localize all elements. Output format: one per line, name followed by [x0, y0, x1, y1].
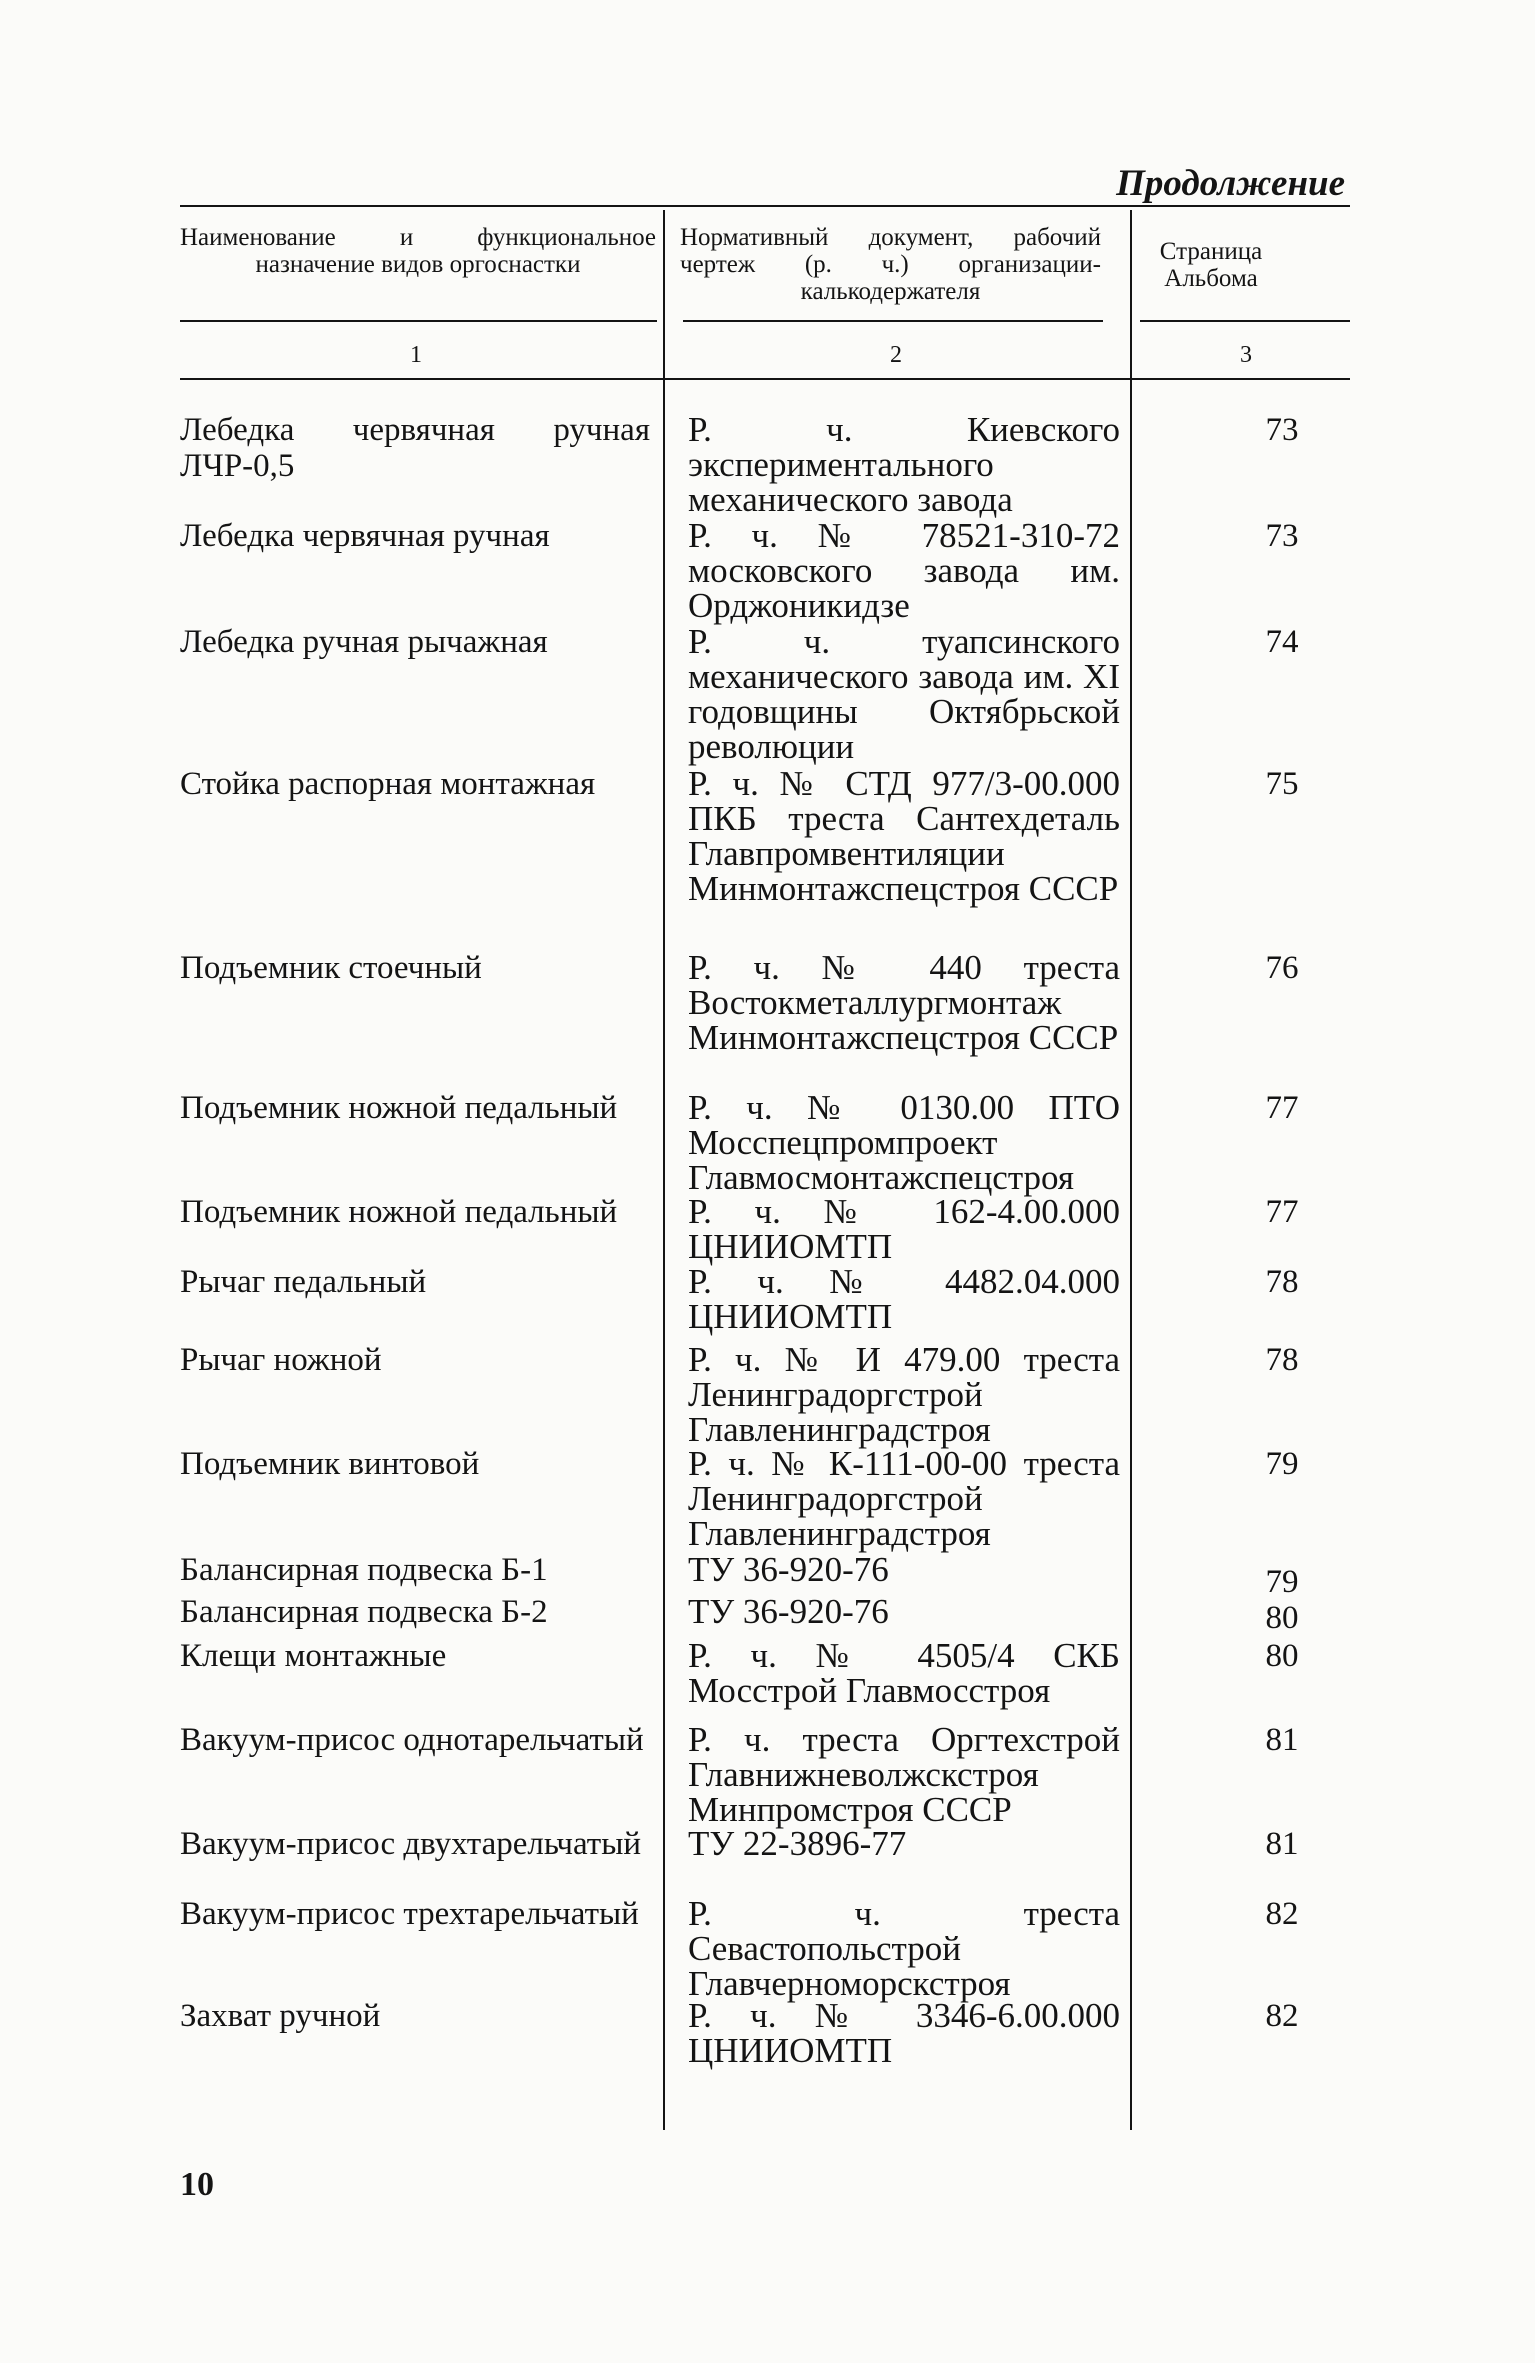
item-document: Р. ч. № 4482.04.000 ЦНИИОМТП [688, 1262, 1120, 1336]
item-page: 81 [1265, 1826, 1299, 1862]
column-number-2: 2 [890, 342, 902, 368]
item-document: ТУ 36-920-76 [688, 1592, 889, 1631]
item-page: 80 [1265, 1638, 1299, 1674]
item-name: Вакуум-присос трехтарельчатый [180, 1896, 639, 1932]
header-col-2: Нормативный документ, рабочий чертеж (р. ч.) организации-калькодержателя [680, 224, 1101, 305]
item-name: Вакуум-присос двухтарельчатый [180, 1826, 642, 1862]
item-name: Вакуум-присос однотарельчатый [180, 1722, 644, 1758]
item-page: 76 [1265, 950, 1299, 986]
header-underline-2 [683, 320, 1103, 322]
item-document: Р. ч. № 0130.00 ПТО Мосспецпромпроект Главмосмонтажспецстроя [688, 1088, 1120, 1197]
item-document: Р. ч. треста Севастопольстрой Главчерноморскстроя [688, 1894, 1120, 2003]
item-document: Р. ч. № 4505/4 СКБ Мосстрой Главмосстроя [688, 1636, 1120, 1710]
item-page: 80 [1265, 1600, 1299, 1636]
continuation-label: Продолжение [1116, 163, 1345, 204]
page-number: 10 [180, 2166, 214, 2203]
item-page: 82 [1265, 1998, 1299, 2034]
header-col-1: Наименование и функциональное назначение видов оргоснастки [180, 224, 656, 278]
item-name: Подъемник винтовой [180, 1446, 480, 1482]
column-divider-1 [663, 210, 665, 2130]
item-page: 74 [1265, 624, 1299, 660]
item-document: Р. ч. № 78521-310-72 московского завода им. Орджоникидзе [688, 516, 1120, 625]
item-page: 79 [1265, 1564, 1299, 1600]
header-underline-3 [1140, 320, 1350, 322]
item-page: 73 [1265, 412, 1299, 448]
item-document: Р. ч. № И 479.00 треста Ленинградоргстрой Главленинградстроя [688, 1340, 1120, 1449]
item-name: Подъемник ножной педальный [180, 1194, 618, 1230]
item-page: 77 [1265, 1090, 1299, 1126]
item-document: Р. ч. туапсинского механического завода им. XI годовщины Октябрьской революции [688, 622, 1120, 766]
item-name: Рычаг ножной [180, 1342, 382, 1378]
item-page: 78 [1265, 1264, 1299, 1300]
item-page: 73 [1265, 518, 1299, 554]
item-document: Р. ч. № 3346-6.00.000 ЦНИИОМТП [688, 1996, 1120, 2070]
item-name: Стойка распорная монтажная [180, 766, 596, 802]
item-document: Р. ч. № К-111-00-00 треста Ленинградоргстрой Главленинградстроя [688, 1444, 1120, 1553]
item-document: Р. ч. Киевского экспериментального механического завода [688, 410, 1120, 519]
item-document: Р. ч. № 440 треста Востокметаллургмонтаж Минмонтажспецстроя СССР [688, 948, 1120, 1057]
item-name: Балансирная подвеска Б-2 [180, 1594, 548, 1630]
item-name: Захват ручной [180, 1998, 381, 2034]
item-page: 75 [1265, 766, 1299, 802]
item-name: Лебедка ручная рычажная [180, 624, 548, 660]
column-number-rule [180, 378, 1350, 380]
item-name: Подъемник стоечный [180, 950, 482, 986]
item-page: 82 [1265, 1896, 1299, 1932]
header-col-3: Страница Альбома [1159, 238, 1263, 292]
table-top-rule [180, 205, 1350, 207]
item-name: Подъемник ножной педальный [180, 1090, 618, 1126]
item-name: Рычаг педальный [180, 1264, 427, 1300]
item-page: 78 [1265, 1342, 1299, 1378]
item-name: Клещи монтажные [180, 1638, 447, 1674]
item-name: Балансирная подвеска Б-1 [180, 1552, 548, 1588]
item-page: 81 [1265, 1722, 1299, 1758]
column-number-3: 3 [1240, 342, 1252, 368]
item-page: 77 [1265, 1194, 1299, 1230]
item-name: Лебедка червячная ручная [180, 518, 550, 554]
column-divider-2 [1130, 210, 1132, 2130]
item-document: Р. ч. № СТД 977/3-00.000 ПКБ треста Сантехдеталь Главпромвентиляции Минмонтажспецстроя СССР [688, 764, 1120, 908]
item-document: Р. ч. треста Оргтехстрой Главнижневолжскстроя Минпромстроя СССР [688, 1720, 1120, 1829]
item-page: 79 [1265, 1446, 1299, 1482]
item-name: Лебедка червячная ручная ЛЧР-0,5 [180, 412, 650, 484]
item-document: ТУ 36-920-76 [688, 1550, 889, 1589]
column-number-1: 1 [410, 342, 422, 368]
header-underline-1 [180, 320, 657, 322]
item-document: ТУ 22-3896-77 [688, 1824, 907, 1863]
item-document: Р. ч. № 162-4.00.000 ЦНИИОМТП [688, 1192, 1120, 1266]
